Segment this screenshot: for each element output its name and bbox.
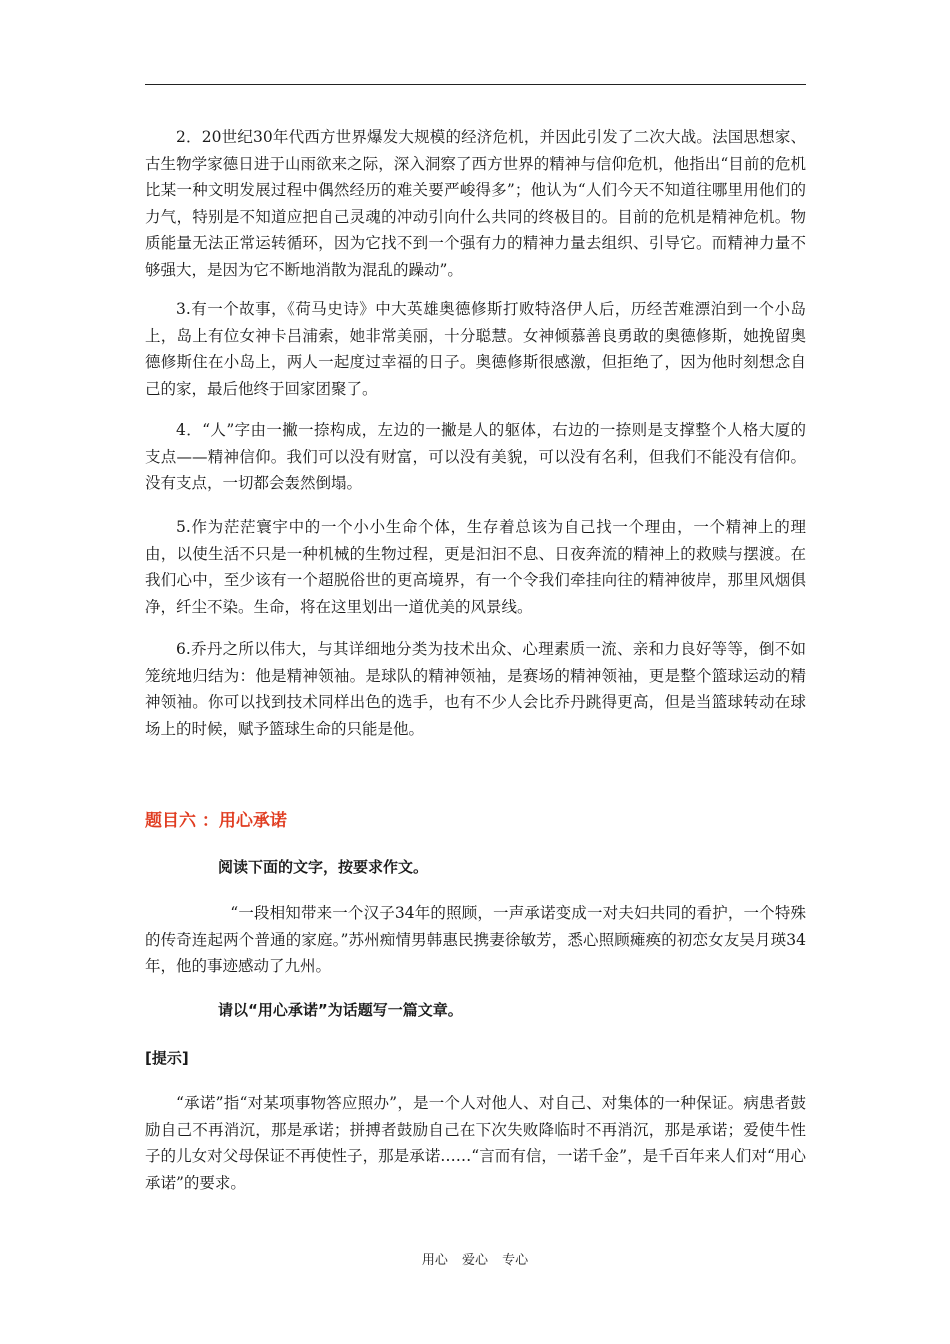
- header-rule: [145, 84, 806, 85]
- paragraph-3: 3.有一个故事，《荷马史诗》中大英雄奥德修斯打败特洛伊人后，历经苦难漂泊到一个小岛上，岛上有位女神卡吕浦索，她非常美丽，十分聪慧。女神倾慕善良勇敢的奥德修斯，她挽留奥德修斯住在小岛上，两人一起度过幸福的日子。奥德修斯很感激，但拒绝了，因为他时刻想念自己的家，最后他终于回家团聚了。: [145, 300, 806, 398]
- instruction-line: 阅读下面的文字，按要求作文。: [218, 858, 429, 876]
- hint-paragraph: “承诺”指“对某项事物答应照办”，是一个人对他人、对自己、对集体的一种保证。病患者鼓励自己不再消沉，那是承诺；拼搏者鼓励自己在下次失败降临时不再消沉，那是承诺；爱使牛性子的儿女对父母保证不再使性子，那是承诺……“言而有信，一诺千金”，是千百年来人们对“用心承诺”的要求。: [145, 1094, 806, 1192]
- paragraph-2: 2．20世纪30年代西方世界爆发大规模的经济危机，并因此引发了二次大战。法国思想家、古生物学家德日进于山雨欲来之际，深入洞察了西方世界的精神与信仰危机，他指出“目前的危机比某一种文明发展过程中偶然经历的难关要严峻得多”；他认为“人们今天不知道往哪里用他们的力气，特别是不知道应把自己灵魂的冲动引向什么共同的终极目的。目前的危机是精神危机。物质能量无法正常运转循环，因为它找不到一个强有力的精神力量去组织、引导它。而精神力量不够强大，是因为它不断地消散为混乱的躁动”。: [145, 128, 806, 279]
- topic-heading: 题目六 ：用心承诺: [145, 811, 287, 831]
- paragraph-4: 4．“人”字由一撇一捺构成，左边的一撇是人的躯体，右边的一捺则是支撑整个人格大厦的支点——精神信仰。我们可以没有财富，可以没有美貌，可以没有名利，但我们不能没有信仰。没有支点，一切都会轰然倒塌。: [145, 421, 806, 492]
- paragraph-6: 6.乔丹之所以伟大，与其详细地分类为技术出众、心理素质一流、亲和力良好等等，倒不如笼统地归结为：他是精神领袖。是球队的精神领袖，是赛场的精神领袖，更是整个篮球运动的精神领袖。你可以找到技术同样出色的选手，也有不少人会比乔丹跳得更高，但是当篮球转动在球场上的时候，赋予篮球生命的只能是他。: [145, 640, 806, 738]
- page-footer: 用心 爱心 专心: [421, 1253, 529, 1268]
- hint-label: [提示]: [145, 1049, 189, 1067]
- task-line: 请以“用心承诺”为话题写一篇文章。: [218, 1001, 463, 1019]
- material-paragraph: “一段相知带来一个汉子34年的照顾，一声承诺变成一对夫妇共同的看护，一个特殊的传奇连起两个普通的家庭。”苏州痴情男韩惠民携妻徐敏芳，悉心照顾瘫痪的初恋女友吴月瑛34年，他的事迹感动了九州。: [145, 904, 806, 975]
- paragraph-5: 5.作为茫茫寰宇中的一个小小生命个体，生存着总该为自己找一个理由，一个精神上的理由，以使生活不只是一种机械的生物过程，更是汩汩不息、日夜奔流的精神上的救赎与摆渡。在我们心中，至少该有一个超脱俗世的更高境界，有一个令我们牵挂向往的精神彼岸，那里风烟俱净，纤尘不染。生命，将在这里划出一道优美的风景线。: [145, 518, 806, 616]
